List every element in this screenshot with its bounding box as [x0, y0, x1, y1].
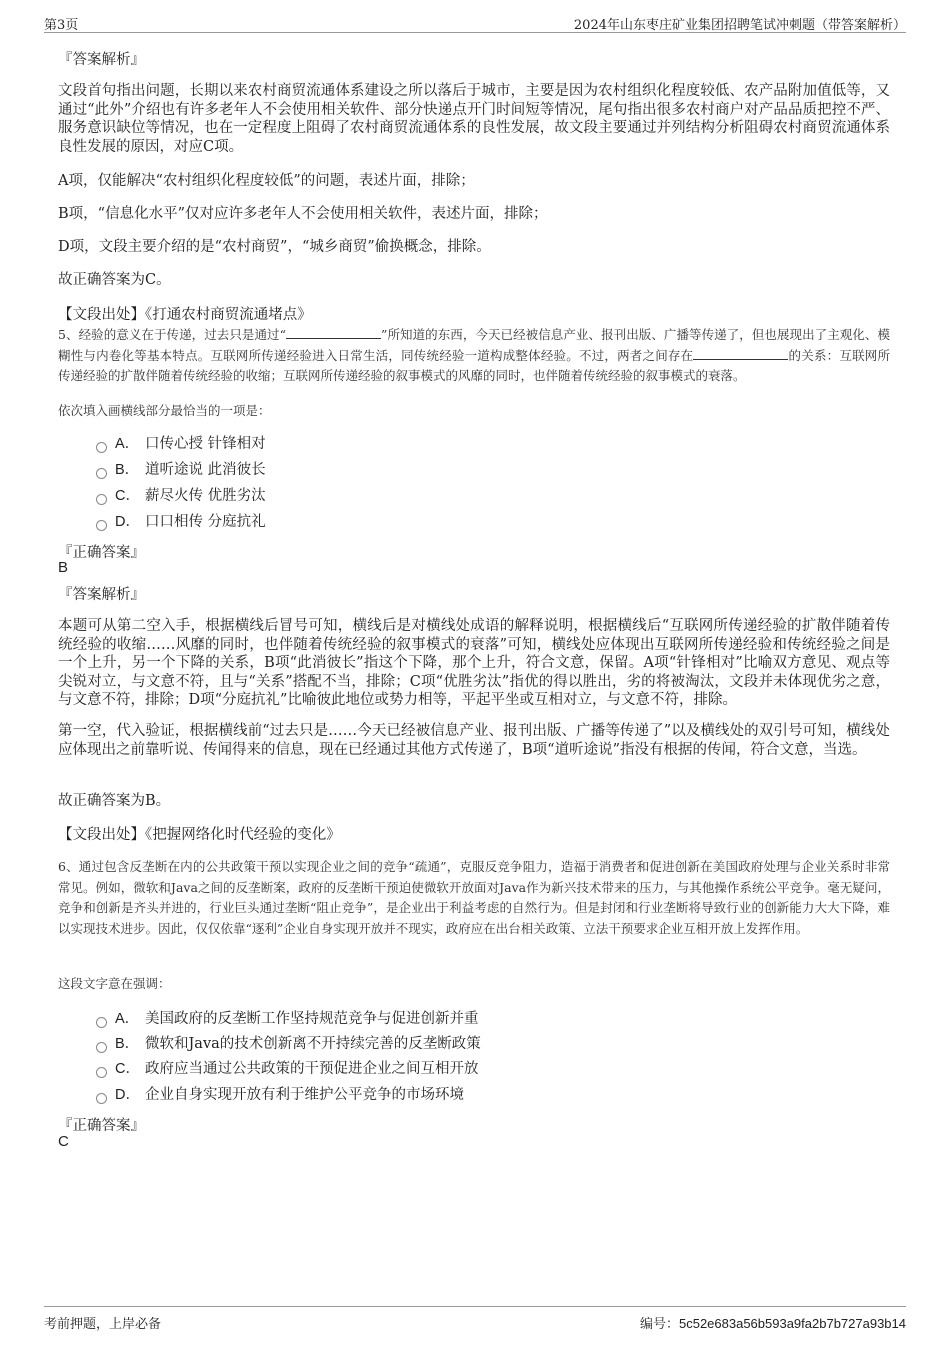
option-letter: C．: [115, 488, 140, 504]
footer-code: [640, 1313, 906, 1332]
q5-answer-label: 『正确答案』: [58, 545, 145, 561]
radio-icon[interactable]: [96, 1067, 107, 1078]
page-footer: [44, 1306, 906, 1331]
radio-icon[interactable]: [96, 442, 107, 453]
q5-stem-part3: 的关系：互联网所传递经验的扩散伴随着传统经验的收缩；互联网所传递经验的叙事模式的风靡的同时，也伴随着传统经验的叙事模式的衰落。: [58, 347, 890, 383]
option-text: 政府应当通过公共政策的干预促进企业之间互相开放: [145, 1061, 479, 1077]
radio-icon[interactable]: [96, 1017, 107, 1028]
q5-analysis-paragraph-2: 第一空，代入验证，根据横线前“过去只是……今天已经被信息产业、报刊出版、广播等传递了”以及横线处的双引号可知，横线处应体现出之前靠听说、传闻得来的信息，现在已经通过其他方式传递了，B项“道听途说”指没有根据的传闻，符合文意，当选。: [58, 723, 890, 758]
q5-blank-2: [693, 347, 788, 360]
q6-answer-label: 『正确答案』: [58, 1118, 145, 1134]
radio-icon[interactable]: [96, 1093, 107, 1104]
q5-option-a[interactable]: [96, 434, 266, 454]
page-header: [44, 12, 906, 33]
q5-stem-part2: ”所知道的东西，今天已经被信息产业、报刊出版、广播等传递了，但也展现出了主观化、模糊性与内卷化等基本特点。互联网所传递经验进入日常生活，同传统经验一道构成整体经验。不过，两者之间存在: [58, 327, 890, 363]
q5-option-d[interactable]: [96, 512, 266, 532]
option-letter: B．: [115, 462, 140, 478]
q4-analysis-paragraph: 文段首句指出问题，长期以来农村商贸流通体系建设之所以落后于城市，主要是因为农村组织化程度较低、农产品附加值低等，又通过“此外”介绍也有许多老年人不会使用相关软件、部分快递点开门时间短等情况，尾句指出很多农村商户对产品品质把控不严、服务意识缺位等情况，也在一定程度上阻碍了农村商贸流通体系的良性发展，故文段主要通过并列结构分析阻碍农村商贸流通体系良性发展的原因，对应C项。: [58, 83, 890, 155]
option-text: 企业自身实现开放有利于维护公平竞争的市场环境: [145, 1087, 464, 1103]
q4-analysis-option-a: A项，仅能解决“农村组织化程度较低”的问题，表述片面，排除；: [58, 173, 475, 189]
option-letter: B．: [115, 1036, 140, 1052]
q5-conclusion: 故正确答案为B。: [58, 793, 171, 809]
footer-code-label: 编号：: [639, 1316, 679, 1331]
q5-stem: [58, 325, 890, 387]
option-text: 美国政府的反垄断工作坚持规范竞争与促进创新并重: [145, 1011, 479, 1027]
radio-icon[interactable]: [96, 468, 107, 479]
q5-answer: B: [58, 559, 69, 576]
q5-stem-part1: 5、经验的意义在于传递，过去只是通过“: [58, 327, 287, 342]
q6-prompt: 这段文字意在强调：: [58, 976, 171, 991]
option-text: 薪尽火传 优胜劣汰: [145, 488, 266, 504]
q4-analysis-option-b: B项，“信息化水平”仅对应许多老年人不会使用相关软件，表述片面，排除；: [58, 206, 548, 222]
q4-source: 【文段出处】《打通农村商贸流通堵点》: [58, 307, 312, 323]
q5-source: 【文段出处】《把握网络化时代经验的变化》: [58, 827, 341, 843]
q6-option-b[interactable]: [96, 1034, 481, 1054]
q6-answer: C: [58, 1133, 69, 1150]
q6-stem: 6、通过包含反垄断在内的公共政策干预以实现企业之间的竞争“疏通”，克服反竞争阻力，造福于消费者和促进创新在美国政府处理与企业关系时非常常见。例如，微软和Java之间的反垄断案，政府的反垄断干预迫使微软开放面对Java作为新兴技术带来的压力，与其他操作系统公平竞争。毫无疑问，竞争和创新是齐头并进的，行业巨头通过垄断“阻止竞争”，是企业出于利益考虑的自然行为。但是封闭和行业垄断将导致行业的创新能力大大下降，难以实现技术进步。因此，仅仅依靠“逐利”企业自身实现开放并不现实，政府应在出台相关政策、立法干预要求企业互相开放上发挥作用。: [58, 859, 890, 936]
option-letter: A．: [115, 436, 140, 452]
radio-icon[interactable]: [96, 494, 107, 505]
q5-blank-1: [286, 326, 381, 339]
q5-option-b[interactable]: [96, 460, 266, 480]
q5-prompt: 依次填入画横线部分最恰当的一项是：: [58, 403, 271, 418]
q6-option-d[interactable]: [96, 1085, 464, 1105]
radio-icon[interactable]: [96, 1042, 107, 1053]
option-letter: D．: [115, 514, 140, 530]
q4-conclusion: 故正确答案为C。: [58, 272, 171, 288]
q5-analysis-label: 『答案解析』: [58, 587, 145, 603]
q5-option-c[interactable]: [96, 486, 266, 506]
q6-option-a[interactable]: [96, 1009, 479, 1029]
option-letter: A．: [115, 1011, 140, 1027]
footer-slogan: 考前押题，上岸必备: [44, 1317, 162, 1332]
option-letter: C．: [115, 1061, 140, 1077]
q4-analysis-option-d: D项，文段主要介绍的是“农村商贸”，“城乡商贸”偷换概念，排除。: [58, 239, 491, 255]
document-title: 2024年山东枣庄矿业集团招聘笔试冲刺题（带答案解析）: [573, 18, 906, 33]
radio-icon[interactable]: [96, 520, 107, 531]
q4-analysis-label: 『答案解析』: [58, 52, 145, 68]
option-letter: D．: [115, 1087, 140, 1103]
q6-option-c[interactable]: [96, 1059, 479, 1079]
option-text: 道听途说 此消彼长: [145, 462, 266, 478]
option-text: 口口相传 分庭抗礼: [145, 514, 266, 530]
page-number: 第3页: [44, 18, 79, 33]
q5-analysis-paragraph-1: 本题可从第二空入手，根据横线后冒号可知，横线后是对横线处成语的解释说明，根据横线后“互联网所传递经验的扩散伴随着传统经验的收缩……风靡的同时，也伴随着传统经验的叙事模式的衰落”可知，横线处应体现出互联网所传递经验和传统经验之间是一个上升，另一个下降的关系，B项“此消彼长”指这个下降，那个上升，符合文意，保留。A项“针锋相对”比喻双方意见、观点等尖锐对立，与文意不符，且与“关系”搭配不当，排除；C项“优胜劣汰”指优的得以胜出，劣的将被淘汰，文段并未体现优劣之意，与文意不符，排除；D项“分庭抗礼”比喻彼此地位或势力相等，平起平坐或互相对立，与文意不符，排除。: [58, 618, 890, 708]
footer-code-value: 5c52e683a56b593a9fa2b7b727a93b14: [678, 1316, 906, 1331]
option-text: 口传心授 针锋相对: [145, 436, 266, 452]
option-text: 微软和Java的技术创新离不开持续完善的反垄断政策: [145, 1036, 481, 1052]
